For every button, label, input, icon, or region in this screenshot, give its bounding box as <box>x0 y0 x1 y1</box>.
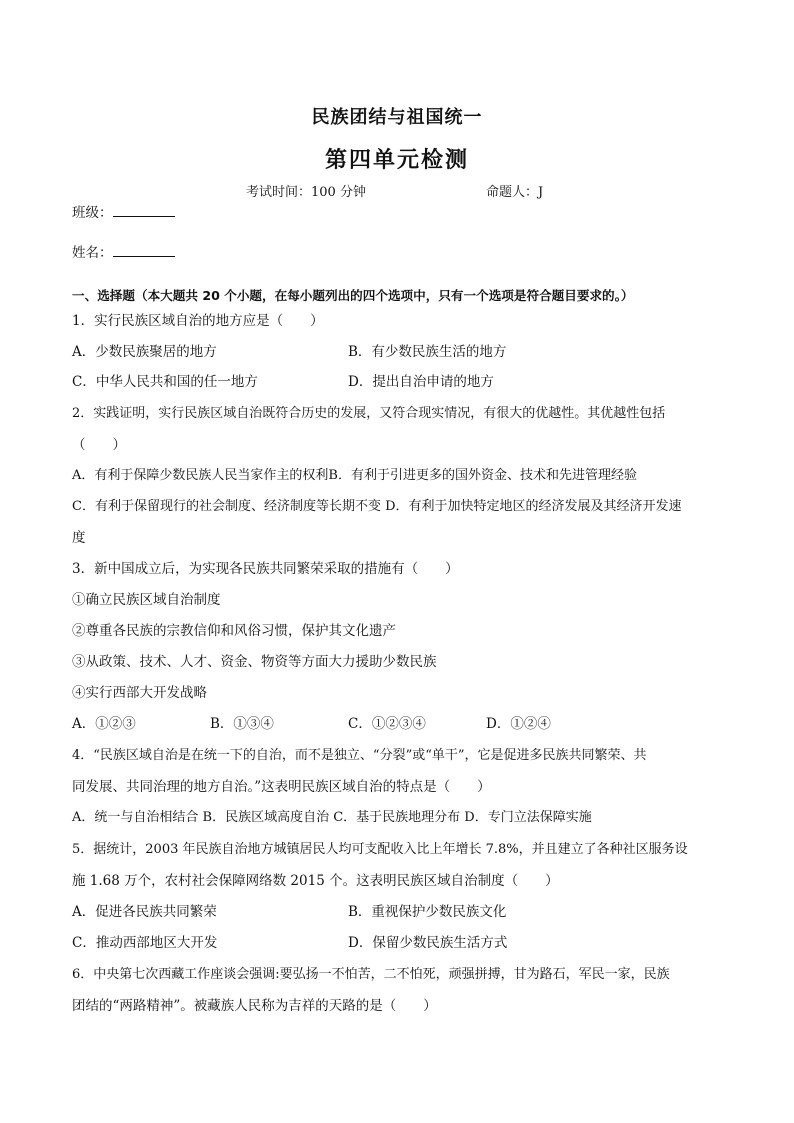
question-3-stem: 3．新中国成立后，为实现各民族共同繁荣采取的措施有（ ） <box>72 561 459 577</box>
question-6-stem: 6．中央第七次西藏工作座谈会强调:要弘扬一不怕苦，二不怕死，顽强拼搏，甘为路石，军民一家，民族 <box>72 967 670 982</box>
question-5-option-c: C．推动西部地区大开发 <box>72 935 218 951</box>
question-4-stem: 4．“民族区域自治是在统一下的自治，而不是独立、“分裂”或“单干”，它是促进多民族共同繁荣、共 <box>72 748 647 763</box>
question-2-stem-cont: （ ） <box>72 437 126 453</box>
question-3-option-d: D．①②④ <box>486 716 551 732</box>
question-1-option-a: A．少数民族聚居的地方 <box>72 344 217 360</box>
question-6-stem-cont: 团结的“两路精神”。被藏族人民称为吉祥的天路的是（ ） <box>72 998 437 1014</box>
question-1-option-c: C．中华人民共和国的任一地方 <box>72 374 258 390</box>
question-3-item-3: ③从政策、技术、人才、资金、物资等方面大力援助少数民族 <box>72 654 437 670</box>
question-3-option-c: C．①②③④ <box>348 716 426 732</box>
question-3-option-a: A．①②③ <box>72 716 136 732</box>
name-label: 姓名： <box>72 245 113 261</box>
section-heading: 一、选择题（本大题共 20 个小题，在每小题列出的四个选项中，只有一个选项是符合题目要求的。） <box>72 288 634 303</box>
question-2-options-ab: A．有利于保障少数民族人民当家作主的权利B．有利于引进更多的国外资金、技术和先进管理经验 <box>72 468 637 483</box>
question-5-option-a: A．促进各民族共同繁荣 <box>72 904 217 920</box>
question-1-option-b: B．有少数民族生活的地方 <box>348 344 507 360</box>
question-3-item-1: ①确立民族区域自治制度 <box>72 592 221 608</box>
question-2-stem: 2．实践证明，实行民族区域自治既符合历史的发展，又符合现实情况，有很大的优越性。其优越性包括 <box>72 406 666 421</box>
question-3-item-4: ④实行西部大开发战略 <box>72 685 207 701</box>
class-field <box>72 203 175 223</box>
page-title: 民族团结与祖国统一 <box>311 107 483 128</box>
question-3-item-2: ②尊重各民族的宗教信仰和风俗习惯，保护其文化遗产 <box>72 623 396 639</box>
exam-time: 考试时间：100 分钟 <box>246 185 366 200</box>
question-1-option-d: D．提出自治申请的地方 <box>348 374 494 390</box>
class-blank[interactable] <box>113 204 175 217</box>
exam-author: 命题人：J <box>486 185 544 200</box>
question-1-stem: 1．实行民族区域自治的地方应是（ ） <box>72 313 324 329</box>
question-3-option-b: B．①③④ <box>210 716 274 732</box>
name-field <box>72 243 175 263</box>
name-blank[interactable] <box>113 244 175 257</box>
class-label: 班级： <box>72 205 113 221</box>
page-subtitle: 第四单元检测 <box>324 148 469 173</box>
question-5-stem-cont: 施 1.68 万个，农村社会保障网络数 2015 个。这表明民族区域自治制度（ ） <box>72 873 559 889</box>
question-5-option-b: B．重视保护少数民族文化 <box>348 904 507 920</box>
question-5-option-d: D．保留少数民族生活方式 <box>348 935 508 951</box>
question-2-options-cd: C．有利于保留现行的社会制度、经济制度等长期不变 D．有利于加快特定地区的经济发展及其经济开发速 <box>72 499 682 514</box>
question-4-options: A．统一与自治相结合 B．民族区域高度自治 C．基于民族地理分布 D．专门立法保障实施 <box>72 810 592 825</box>
question-2-options-cd-cont: 度 <box>72 530 86 546</box>
question-5-stem: 5．据统计，2003 年民族自治地方城镇居民人均可支配收入比上年增长 7.8%，并且建立了各种社区服务设 <box>72 842 688 857</box>
question-4-stem-cont: 同发展、共同治理的地方自治。”这表明民族区域自治的特点是（ ） <box>72 779 491 795</box>
